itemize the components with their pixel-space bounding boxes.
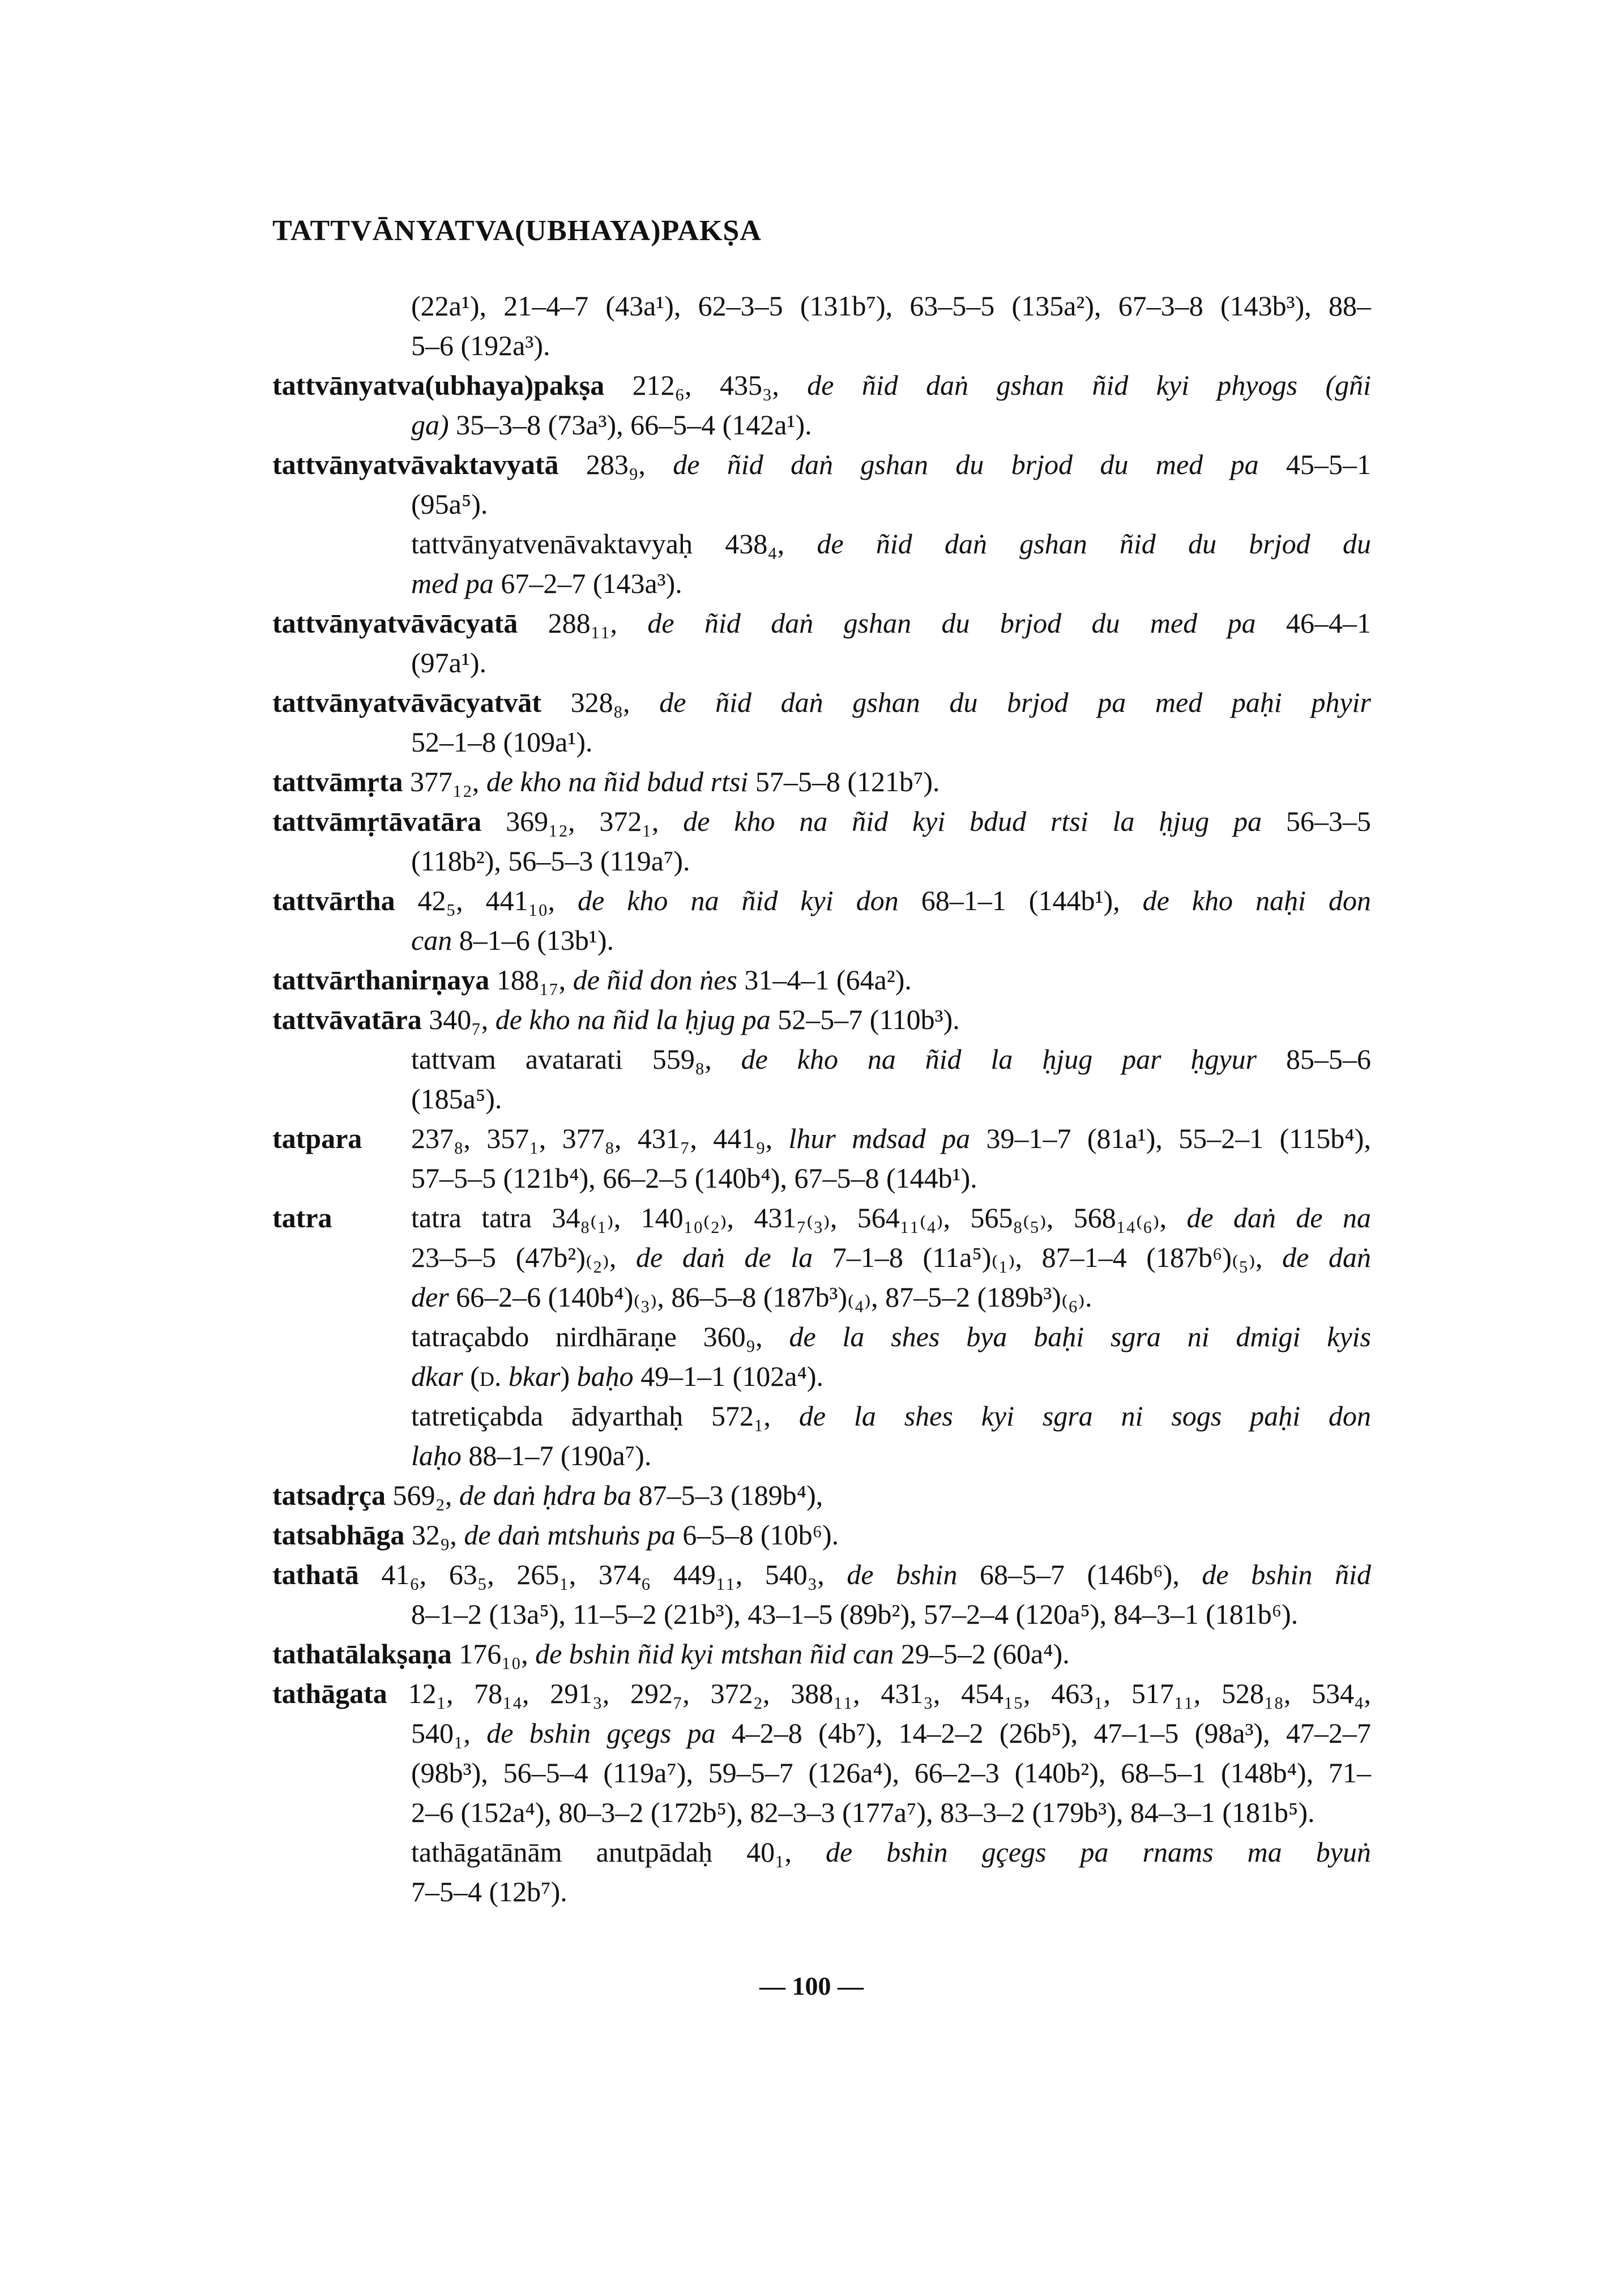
entry-line [272, 1158, 1371, 1198]
reference-text: 57–5–8 (121b⁷). [748, 766, 940, 797]
reference-text: 52–5–7 (110b³). [770, 1004, 960, 1035]
index-entry [272, 1832, 1371, 1911]
reference-text: 369₁₂, 372₁, [481, 805, 684, 837]
reference-text: (185a⁵). [411, 1083, 502, 1115]
tibetan-equivalent: der [411, 1281, 449, 1313]
entry-line [272, 564, 1371, 603]
entry-line [272, 1396, 1371, 1436]
reference-text: 68–1–1 (144b¹), [898, 885, 1143, 916]
reference-text: 87–5–3 (189b⁴), [631, 1479, 823, 1511]
headword: tattvārtha [272, 885, 395, 916]
reference-text: 176₁₀, [451, 1638, 536, 1670]
index-entry [272, 1555, 1371, 1634]
index-entry [272, 445, 1371, 524]
tibetan-equivalent: de kho na ñid la ḥjug pa [495, 1004, 771, 1035]
reference-text: 85–5–6 [1257, 1043, 1372, 1075]
headword: tatsadṛça [272, 1479, 386, 1511]
index-entry [272, 1475, 1371, 1515]
entry-line [272, 1872, 1371, 1911]
entry-line [272, 1039, 1371, 1079]
entry-line [272, 841, 1371, 881]
reference-text: 57–5–5 (121b⁴), 66–2–5 (140b⁴), 67–5–8 (144b¹). [411, 1162, 977, 1194]
tibetan-equivalent: ga) [411, 409, 449, 441]
tibetan-equivalent: de bshin ñid kyi mtshan ñid can [535, 1638, 894, 1670]
tibetan-equivalent: de bshin gçegs pa rnams ma byuṅ [826, 1836, 1371, 1868]
reference-text: 49–1–1 (102a⁴). [633, 1360, 824, 1392]
reference-text: 5–6 (192a³). [411, 330, 550, 361]
reference-text: 7–1–8 (11a⁵)₍₁₎, 87–1–4 (187b⁶)₍₅₎, [813, 1241, 1283, 1273]
headword: tattvāmṛta [272, 766, 403, 797]
tibetan-equivalent: laḥo [411, 1440, 462, 1471]
headword: tatra [272, 1202, 332, 1234]
headword: tathatā [272, 1559, 359, 1590]
entry-line [272, 1793, 1371, 1832]
entry-line [272, 365, 1371, 405]
reference-text: 569₂, [385, 1479, 459, 1511]
reference-text: 237₈, 357₁, 377₈, 431₇, 441₉, [411, 1123, 789, 1154]
tibetan-equivalent: de kho naḥi don [1142, 885, 1371, 916]
headword: tattvānyatvāvācyatā [272, 607, 518, 639]
reference-text: (118b²), 56–5–3 (119a⁷). [411, 845, 690, 877]
reference-text: 68–5–7 (146b⁶), [957, 1559, 1202, 1590]
reference-text: 46–4–1 [1255, 607, 1371, 639]
reference-text: 288₁₁, [518, 607, 648, 639]
tibetan-equivalent: de bshin [847, 1559, 958, 1590]
entry-line [272, 1237, 1371, 1277]
index-entry [272, 1039, 1371, 1119]
tibetan-equivalent: baḥo [576, 1360, 634, 1392]
reference-text: 52–1–8 (109a¹). [411, 726, 593, 758]
entry-line [272, 801, 1371, 841]
entry-line [272, 445, 1371, 484]
reference-text: 6–5–8 (10b⁶). [675, 1519, 839, 1551]
headword: tattvānyatvāvaktavyatā [272, 449, 559, 480]
tibetan-equivalent: de ñid don ṅes [573, 964, 737, 996]
reference-text: 39–1–7 (81a¹), 55–2–1 (115b⁴), [970, 1123, 1371, 1154]
tibetan-equivalent: de la shes kyi sgra ni sogs paḥi don [798, 1400, 1371, 1432]
reference-text: ) [560, 1360, 577, 1392]
headword: tatsabhāga [272, 1519, 405, 1551]
reference-text: 4–2–8 (4b⁷), 14–2–2 (26b⁵), 47–1–5 (98a³), 47–2–7 [715, 1717, 1371, 1749]
tibetan-equivalent: bkar [508, 1360, 561, 1392]
tibetan-equivalent: de ñid daṅ gshan du brjod pa med paḥi phyir [659, 686, 1371, 718]
tibetan-equivalent: de daṅ [1282, 1241, 1371, 1273]
reference-text: ( [463, 1360, 480, 1392]
index-entry [272, 1317, 1371, 1396]
index-entry [272, 1634, 1371, 1674]
index-entry [272, 603, 1371, 682]
reference-text: (98b³), 56–5–4 (119a⁷), 59–5–7 (126a⁴), 66–2–3 (140b²), 68–5–1 (148b⁴), 71– [411, 1757, 1371, 1789]
index-entry [272, 762, 1371, 801]
entry-line [272, 1555, 1371, 1594]
reference-text: 32₉, [404, 1519, 464, 1551]
entry-line [272, 405, 1371, 445]
tibetan-equivalent: de bshin ñid [1202, 1559, 1372, 1590]
tibetan-equivalent: dkar [411, 1360, 463, 1392]
small-caps-abbrev: D [479, 1368, 494, 1390]
reference-text: 45–5–1 [1258, 449, 1371, 480]
tibetan-equivalent: de daṅ ḥdra ba [459, 1479, 632, 1511]
reference-text: 35–3–8 (73a³), 66–5–4 (142a¹). [449, 409, 812, 441]
reference-text: (22a¹), 21–4–7 (43a¹), 62–3–5 (131b⁷), 63–5–5 (135a²), 67–3–8 (143b³), 88– [411, 290, 1371, 322]
reference-text: 88–1–7 (190a⁷). [461, 1440, 652, 1471]
index-entry [272, 1515, 1371, 1555]
tibetan-equivalent: de daṅ de na [1186, 1202, 1371, 1234]
entry-line [272, 524, 1371, 564]
tibetan-equivalent: de ñid daṅ gshan du brjod du med pa [647, 607, 1256, 639]
index-entry [272, 682, 1371, 762]
tibetan-equivalent: de bshin gçegs pa [486, 1717, 716, 1749]
entry-line [272, 1674, 1371, 1713]
reference-text: 188₁₇, [489, 964, 573, 996]
headword: tattvānyatva(ubhaya)pakṣa [272, 369, 605, 401]
entry-line [272, 603, 1371, 643]
reference-text: 41₆, 63₅, 265₁, 374₆ 449₁₁, 540₃, [358, 1559, 847, 1590]
reference-text: 2–6 (152a⁴), 80–3–2 (172b⁵), 82–3–3 (177a⁷), 83–3–2 (179b³), 84–3–1 (181b⁵). [411, 1796, 1315, 1828]
index-entry [272, 1396, 1371, 1475]
reference-text: 66–2–6 (140b⁴)₍₃₎, 86–5–8 (187b³)₍₄₎, 87–5–2 (189b³)₍₆₎. [449, 1281, 1092, 1313]
headword: tattvāvatāra [272, 1004, 422, 1035]
headword: tattvānyatvāvācyatvāt [272, 686, 541, 718]
entry-line [272, 1594, 1371, 1634]
headword: tattvārthanirṇaya [272, 964, 490, 996]
entry-line [272, 1475, 1371, 1515]
tibetan-equivalent: de la shes bya baḥi sgra ni dmigi kyis [789, 1321, 1371, 1352]
tibetan-equivalent: med pa [411, 567, 494, 599]
tibetan-equivalent: de daṅ mtshuṅs pa [464, 1519, 676, 1551]
reference-text: 8–1–6 (13b¹). [452, 924, 614, 956]
reference-text: 283₉, [558, 449, 673, 480]
reference-text: (97a¹). [411, 647, 486, 678]
entry-line [272, 960, 1371, 1000]
running-title: TATTVĀNYATVA(UBHAYA)PAKṢA [272, 215, 762, 247]
entry-line [272, 1515, 1371, 1555]
entry-line [272, 326, 1371, 365]
tibetan-equivalent: de ñid daṅ gshan ñid du brjod du [817, 528, 1371, 560]
entry-line [272, 1436, 1371, 1475]
entry-line [272, 1277, 1371, 1317]
reference-text: 29–5–2 (60a⁴). [894, 1638, 1070, 1670]
entry-line [272, 1119, 1371, 1158]
reference-text: tatretiçabda ādyarthaḥ 572₁, [411, 1400, 799, 1432]
tibetan-equivalent: de ñid daṅ gshan ñid kyi phyogs (gñi [807, 369, 1371, 401]
reference-text: (95a⁵). [411, 488, 488, 520]
entry-line [272, 1198, 1371, 1237]
tibetan-equivalent: de kho na ñid la ḥjug par ḥgyur [741, 1043, 1257, 1075]
entry-line [272, 286, 1371, 326]
index-entry [272, 801, 1371, 881]
reference-text: 12₁, 78₁₄, 291₃, 292₇, 372₂, 388₁₁, 431₃, 454₁₅, 463₁, 517₁₁, 528₁₈, 534₄, [387, 1678, 1371, 1709]
page-number: — 100 — [759, 1971, 864, 2000]
entry-line [272, 1079, 1371, 1119]
entry-line [272, 1000, 1371, 1039]
headword: tathāgata [272, 1678, 387, 1709]
entry-line [272, 682, 1371, 722]
reference-text: 56–3–5 [1262, 805, 1371, 837]
index-entries [272, 286, 1371, 1911]
tibetan-equivalent: lhur mdsad pa [788, 1123, 971, 1154]
headword: tattvāmṛtāvatāra [272, 805, 482, 837]
reference-text: tathāgatānām anutpādaḥ 40₁, [411, 1836, 826, 1868]
entry-line [272, 1634, 1371, 1674]
tibetan-equivalent: de ñid daṅ gshan du brjod du med pa [673, 449, 1259, 480]
headword: tatpara [272, 1123, 362, 1154]
entry-line [272, 1832, 1371, 1872]
reference-text: 7–5–4 (12b⁷). [411, 1876, 567, 1907]
index-entry [272, 286, 1371, 365]
reference-text: tattvam avatarati 559₈, [411, 1043, 741, 1075]
index-entry [272, 1119, 1371, 1198]
entry-line [272, 1713, 1371, 1753]
reference-text: 42₅, 441₁₀, [395, 885, 578, 916]
reference-text: 23–5–5 (47b²)₍₂₎, [411, 1241, 637, 1273]
entry-line [272, 762, 1371, 801]
index-entry [272, 1198, 1371, 1317]
reference-text: 8–1–2 (13a⁵), 11–5–2 (21b³), 43–1–5 (89b²), 57–2–4 (120a⁵), 84–3–1 (181b⁶). [411, 1598, 1299, 1630]
reference-text: tatra tatra 34₈₍₁₎, 140₁₀₍₂₎, 431₇₍₃₎, 564₁₁₍₄₎, 565₈₍₅₎, 568₁₄₍₆₎, [411, 1202, 1187, 1234]
index-entry [272, 960, 1371, 1000]
entry-line [272, 484, 1371, 524]
tibetan-equivalent: de kho na ñid kyi don [578, 885, 899, 916]
reference-text: tatraçabdo nirdhāraṇe 360₉, [411, 1321, 789, 1352]
reference-text: 328₈, [541, 686, 660, 718]
headword: tathatālakṣaṇa [272, 1638, 452, 1670]
index-entry [272, 365, 1371, 445]
reference-text: tattvānyatvenāvaktavyaḥ 438₄, [411, 528, 817, 560]
reference-text: 377₁₂, [403, 766, 486, 797]
tibetan-equivalent: de kho na ñid bdud rtsi [486, 766, 749, 797]
index-entry [272, 1674, 1371, 1832]
reference-text: 31–4–1 (64a²). [737, 964, 912, 996]
tibetan-equivalent: can [411, 924, 452, 956]
index-entry [272, 1000, 1371, 1039]
entry-line [272, 643, 1371, 682]
reference-text: 212₆, 435₃, [604, 369, 808, 401]
reference-text: 540₁, [411, 1717, 487, 1749]
entry-line [272, 881, 1371, 920]
entry-line [272, 1317, 1371, 1356]
tibetan-equivalent: de daṅ de la [636, 1241, 813, 1273]
tibetan-equivalent: de kho na ñid kyi bdud rtsi la ḥjug pa [683, 805, 1262, 837]
index-entry [272, 524, 1371, 603]
reference-text: 340₇, [421, 1004, 496, 1035]
reference-text: . [494, 1360, 509, 1392]
entry-line [272, 722, 1371, 762]
index-entry [272, 881, 1371, 960]
reference-text: 67–2–7 (143a³). [493, 567, 682, 599]
entry-line [272, 1356, 1371, 1396]
entry-line [272, 1753, 1371, 1793]
entry-line [272, 920, 1371, 960]
